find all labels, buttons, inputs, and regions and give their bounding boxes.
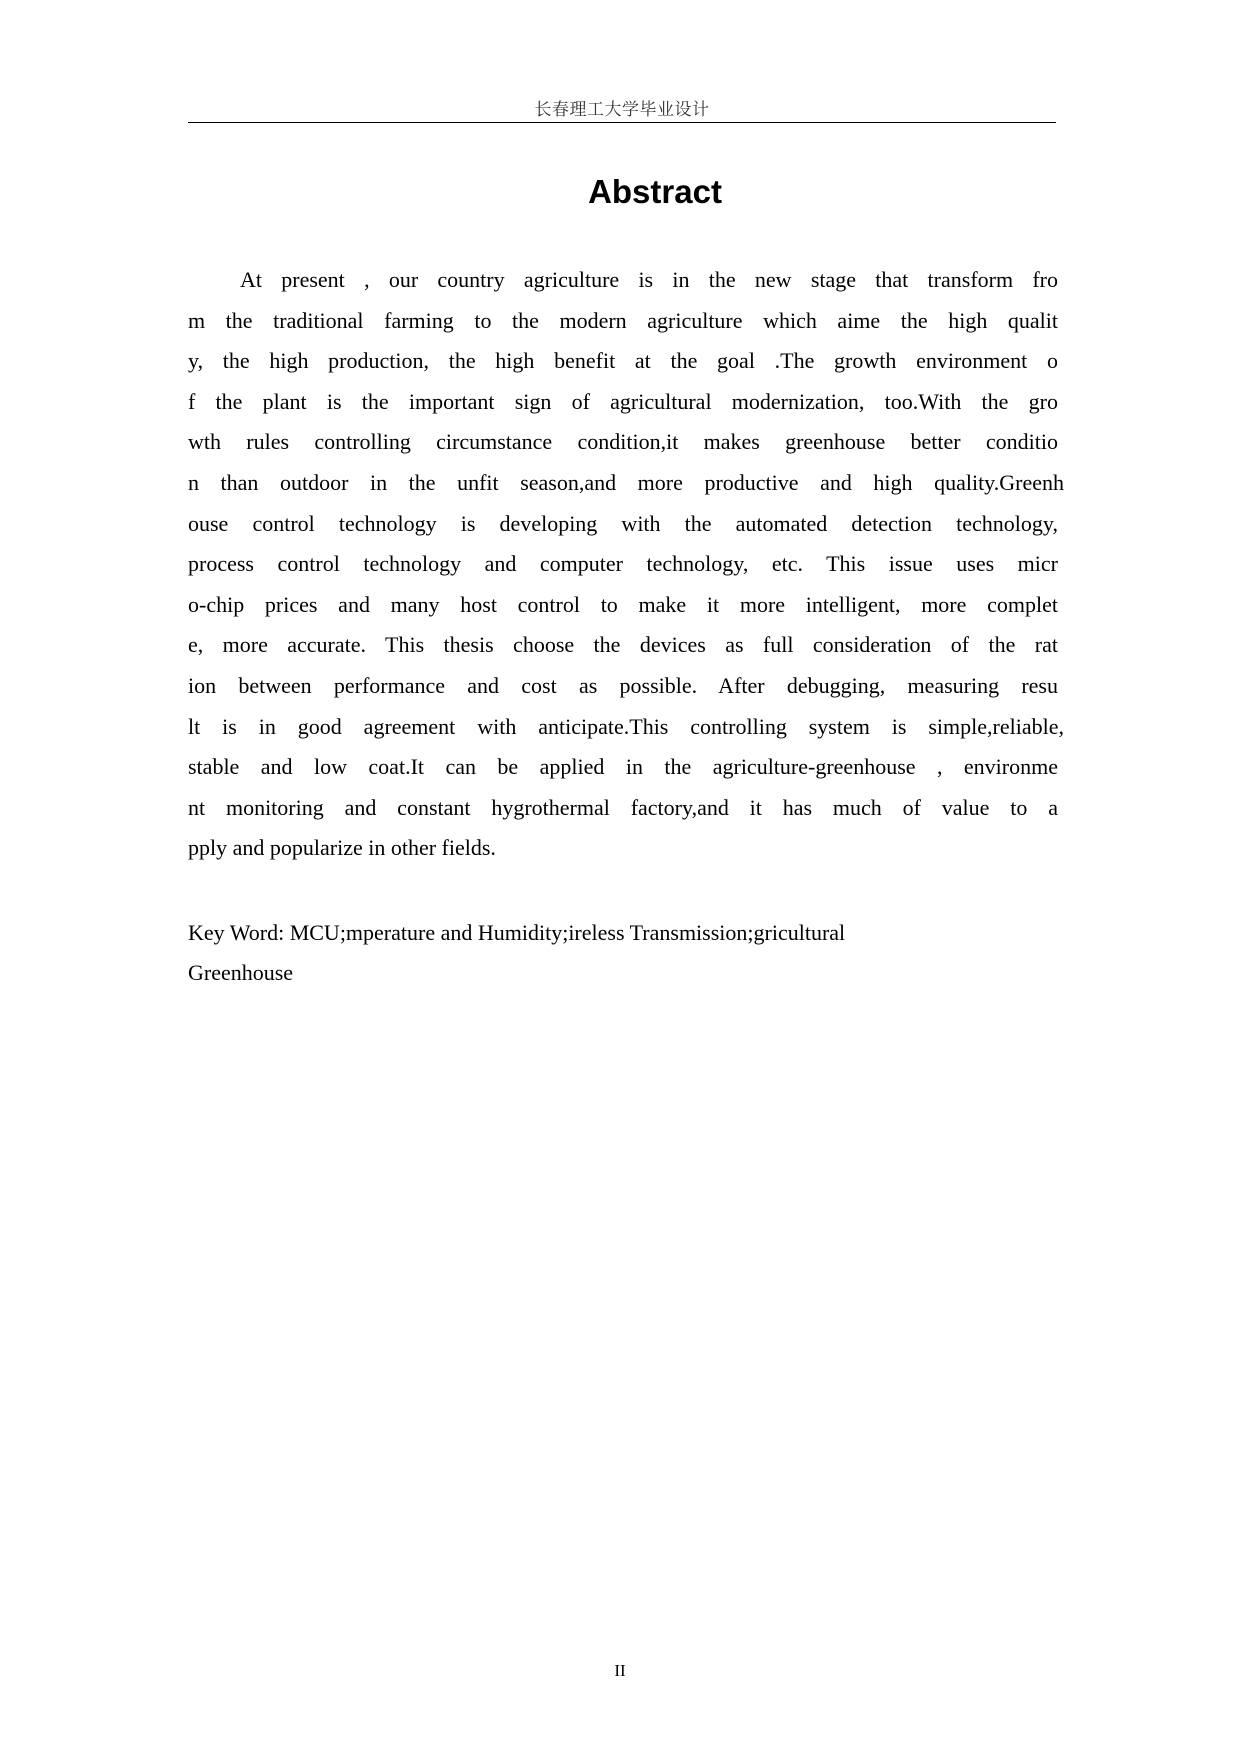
- abstract-line: wth rules controlling circumstance condition,it makes greenhouse better conditio: [188, 429, 1058, 455]
- abstract-line: f the plant is the important sign of agricultural modernization, too.With the gro: [188, 388, 1058, 414]
- keywords-line: Greenhouse: [188, 960, 294, 985]
- abstract-line: stable and low coat.It can be applied in the agriculture-greenhouse , environme: [188, 754, 1058, 780]
- keywords-block: [188, 913, 1068, 993]
- keywords-line: Key Word: MCU;mperature and Humidity;ireless Transmission;gricultural: [188, 920, 846, 945]
- abstract-line: ion between performance and cost as possible. After debugging, measuring resu: [188, 672, 1058, 698]
- abstract-paragraph: [188, 260, 1064, 869]
- page-title: Abstract: [588, 173, 722, 210]
- abstract-line: y, the high production, the high benefit at the goal .The growth environment o: [188, 348, 1058, 374]
- running-header-title: 长春理工大学毕业设计: [534, 100, 710, 120]
- abstract-line: At present , our country agriculture is in the new stage that transform fro: [240, 267, 1058, 292]
- abstract-line: e, more accurate. This thesis choose the devices as full consideration of the rat: [188, 632, 1058, 658]
- abstract-line: nt monitoring and constant hygrothermal factory,and it has much of value to a: [188, 794, 1058, 820]
- abstract-line: pply and popularize in other fields.: [188, 835, 496, 861]
- abstract-line: o-chip prices and many host control to make it more intelligent, more complet: [188, 591, 1058, 617]
- abstract-line: n than outdoor in the unfit season,and more productive and high quality.Greenh: [188, 469, 1064, 495]
- page-number: II: [614, 1661, 626, 1680]
- abstract-line: ouse control technology is developing with the automated detection technology,: [188, 510, 1058, 536]
- abstract-line: lt is in good agreement with anticipate.This controlling system is simple,reliable,: [188, 713, 1064, 739]
- abstract-line: m the traditional farming to the modern agriculture which aime the high qualit: [188, 307, 1058, 333]
- running-header: [188, 98, 1056, 123]
- abstract-line: process control technology and computer technology, etc. This issue uses micr: [188, 551, 1058, 577]
